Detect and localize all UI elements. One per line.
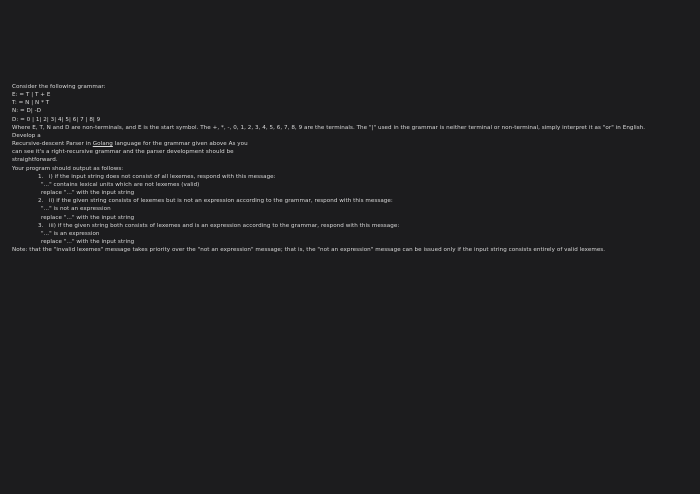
intro-line: Consider the following grammar:	[12, 84, 106, 90]
note-paragraph: Note: that the "invalid lexemes" message takes priority over the "not an expression" message; that is, the "not an expression" message can be issued only if the input string consists entirely of valid lexemes.	[12, 247, 606, 254]
list-item-1-title: 1. i) if the input string does not consist of all lexemes, respond with this message:	[38, 173, 276, 180]
grammar-rule-d: D: = 0 | 1| 2| 3| 4| 5| 6| 7 | 8| 9	[12, 116, 101, 123]
document-text	[12, 83, 688, 254]
grammar-rule-t: T: = N | N * T	[12, 100, 50, 107]
parser-line	[12, 140, 688, 148]
list-item-1-message: "..." contains lexical units which are not lexemes (valid)	[41, 181, 200, 188]
parser-line-3: straightforward.	[12, 157, 58, 164]
list-item-2-title: 2. ii) if the given string consists of lexemes but is not an expression according to the grammar, respond with this message:	[38, 198, 393, 205]
grammar-rule-e: E: = T | T + E	[12, 92, 51, 99]
list-item-2-replace: replace "..." with the input string	[41, 214, 135, 221]
list-item-3-replace: replace "..." with the input string	[41, 238, 135, 245]
develop-line: Develop a	[12, 132, 41, 139]
list-item-2-message: "..." is not an expression	[41, 206, 111, 213]
parser-suffix: language for the grammar given above As you	[112, 141, 248, 148]
output-intro: Your program should output as follows:	[12, 165, 124, 172]
parser-language-link: Golang	[92, 141, 113, 148]
parser-line-2: can see it's a right-recursive grammar and the parser development should be	[12, 149, 234, 156]
parser-prefix: Recursive-descent Parser in	[12, 141, 93, 148]
list-item-3-message: "..." is an expression	[41, 230, 100, 237]
list-item-3-title: 3. iii) if the given string both consists of lexemes and is an expression according to the grammar, respond with this message:	[38, 222, 400, 229]
grammar-rule-n: N: = D| -D	[12, 108, 42, 115]
list-item-1-replace: replace "..." with the input string	[41, 190, 135, 197]
grammar-description: Where E, T, N and D are non-terminals, and E is the start symbol. The +, *, -, 0, 1, 2, 3, 4, 5, 6, 7, 8, 9 are the terminals. The "|" used in the grammar is neither terminal or non-terminal, simply interpret it as "or" in English.	[12, 124, 646, 131]
